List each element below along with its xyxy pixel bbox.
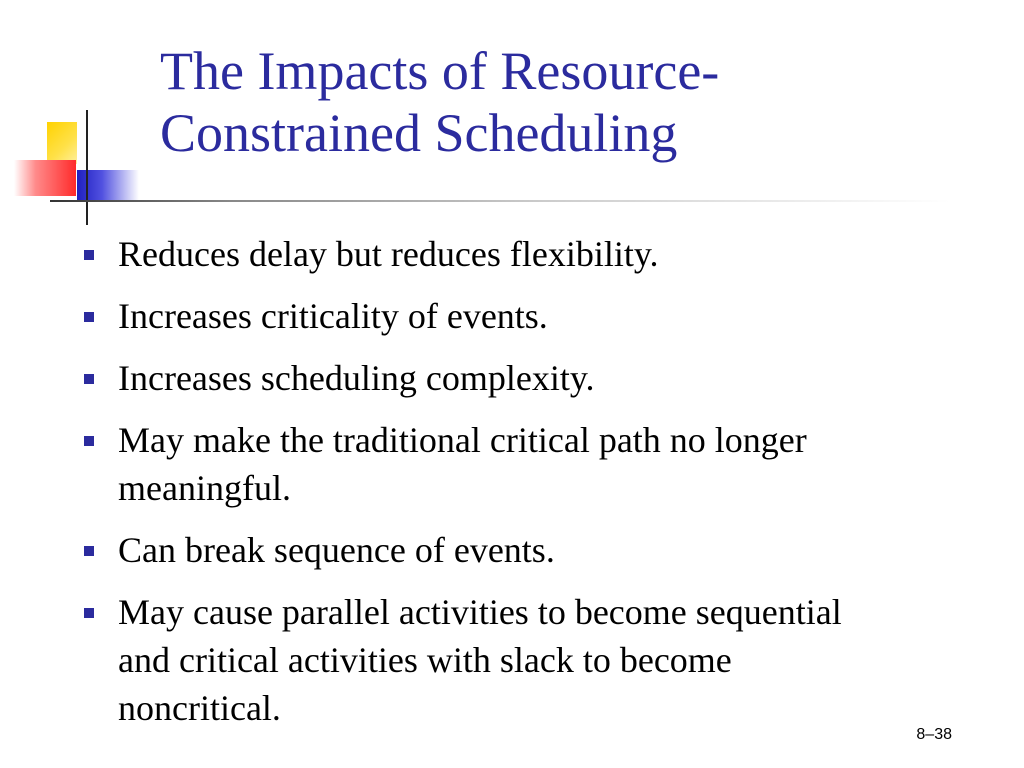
title-underline-divider xyxy=(50,200,950,202)
bullet-item xyxy=(84,292,884,340)
square-bullet-icon xyxy=(84,312,94,322)
square-bullet-icon xyxy=(84,546,94,556)
bullet-text: Increases scheduling complexity. xyxy=(118,358,595,398)
square-bullet-icon xyxy=(84,608,94,618)
red-square-decoration xyxy=(14,160,76,196)
square-bullet-icon xyxy=(84,436,94,446)
bullet-item xyxy=(84,526,884,574)
square-bullet-icon xyxy=(84,250,94,260)
bullet-item xyxy=(84,230,884,278)
bullet-item xyxy=(84,416,884,512)
bullet-text: Reduces delay but reduces flexibility. xyxy=(118,234,659,274)
square-bullet-icon xyxy=(84,374,94,384)
vertical-line-decoration xyxy=(86,110,88,225)
slide-title xyxy=(160,40,980,164)
title-line-1: The Impacts of Resource- xyxy=(160,41,720,101)
bullet-text: May cause parallel activities to become sequential and critical activities with slack to become noncritical. xyxy=(118,592,842,728)
bullet-item xyxy=(84,588,884,732)
title-line-2: Constrained Scheduling xyxy=(160,103,678,163)
yellow-square-decoration xyxy=(47,122,77,164)
bullet-item xyxy=(84,354,884,402)
bullet-text: May make the traditional critical path no longer meaningful. xyxy=(118,420,807,508)
bullet-text: Can break sequence of events. xyxy=(118,530,555,570)
slide-number: 8–38 xyxy=(916,726,952,743)
bullet-text: Increases criticality of events. xyxy=(118,296,548,336)
bullet-list xyxy=(84,230,884,746)
